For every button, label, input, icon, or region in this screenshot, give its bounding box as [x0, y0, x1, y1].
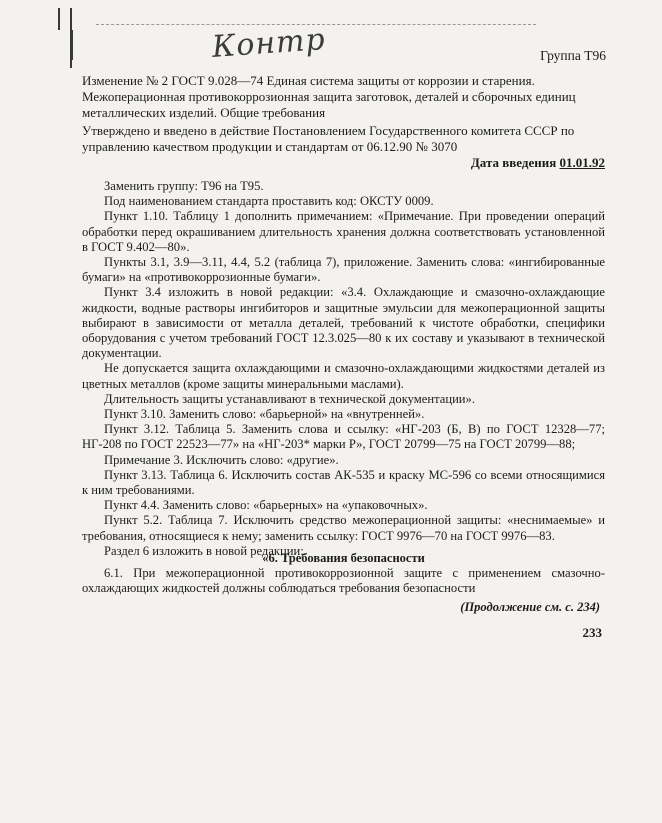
effective-date: 01.01.92 [559, 155, 605, 170]
section-body [82, 566, 605, 596]
paragraph: Примечание 3. Исключить слово: «другие». [104, 452, 339, 467]
paragraph: Раздел 6 изложить в новой редакции: [104, 543, 304, 558]
margin-mark [72, 30, 73, 60]
paragraph: Пункт 1.10. Таблицу 1 дополнить примечанием: «Примечание. При проведении операций обработки перед окрашиванием длительность хранения должна соответствовать установленной в ГОСТ 9.402—80». [82, 209, 605, 254]
paragraph: Не допускается защита охлаждающими и смазочно-охлаждающими жидкостями деталей из цветных металлов (кроме защиты минеральными маслами). [82, 361, 605, 391]
section-title: «6. Требования безопасности [262, 551, 425, 565]
paragraph: Пункт 3.4 изложить в новой редакции: «3.4. Охлаждающие и смазочно-охлаждающие жидкости, водные растворы ингибиторов и защитные эмульсии для межоперационной защиты выбирают в зависимости от металла деталей, требований к чистоте обработки, специфики оборудования с учетом требований ГОСТ 12.3.025—80 к их составу и указывают в технической документации. [82, 285, 605, 361]
amendment-body [82, 179, 605, 559]
paragraph: Пункт 4.4. Заменить слово: «барьерных» на «упаковочных». [104, 498, 428, 513]
margin-mark [58, 8, 60, 30]
paragraph: Под наименованием стандарта проставить код: ОКСТУ 0009. [104, 194, 434, 209]
handwritten-note: Контр [210, 22, 327, 65]
paragraph: Пункт 3.10. Заменить слово: «барьерной» на «внутренней». [104, 407, 425, 422]
paragraph: Длительность защиты устанавливают в технической документации». [104, 391, 475, 406]
continuation-note: (Продолжение см. с. 234) [460, 600, 600, 614]
paragraph: Заменить группу: Т96 на Т95. [104, 179, 264, 193]
approval-text: Утверждено и введено в действие Постановлением Государственного комитета СССР по управлению качеством продукции и стандартам от 06.12.90 № 3070 [82, 123, 575, 154]
paragraph: Пункты 3.1, 3.9—3.11, 4.4, 5.2 (таблица 7), приложение. Заменить слова: «ингибированные бумаги» на «противокоррозионные бумаги». [82, 255, 605, 285]
effective-date-line [82, 155, 605, 171]
page-number: 233 [582, 625, 602, 640]
effective-date-label: Дата введения [470, 155, 557, 170]
approval-statement [82, 123, 605, 171]
document-title: Изменение № 2 ГОСТ 9.028—74 Единая система защиты от коррозии и старения. Межоперационная противокоррозионная защита заготовок, деталей и сборочных единиц металлических изделий. Общие требования [82, 73, 576, 120]
group-label: Группа Т96 [540, 48, 606, 63]
paragraph: 6.1. При межоперационной противокоррозионной защите с применением смазочно-охлаждающих жидкостей должны соблюдаться требования безопасности [82, 566, 605, 596]
paragraph: Пункт 5.2. Таблица 7. Исключить средство межоперационной защиты: «неснимаемые» и требования, относящиеся к нему; заменить ссылку: ГОСТ 9976—70 на ГОСТ 9976—83. [82, 513, 605, 543]
paragraph: Пункт 3.13. Таблица 6. Исключить состав АК-535 и краску МС-596 со всеми относящимися к ним требованиями. [82, 467, 605, 498]
paragraph: Пункт 3.12. Таблица 5. Заменить слова и ссылку: «НГ-203 (Б, В) по ГОСТ 12328—77; НГ-208 по ГОСТ 22523—77» на «НГ-203* марки Р», ГОСТ 20799—75 на ГОСТ 20799—88; [82, 422, 605, 452]
